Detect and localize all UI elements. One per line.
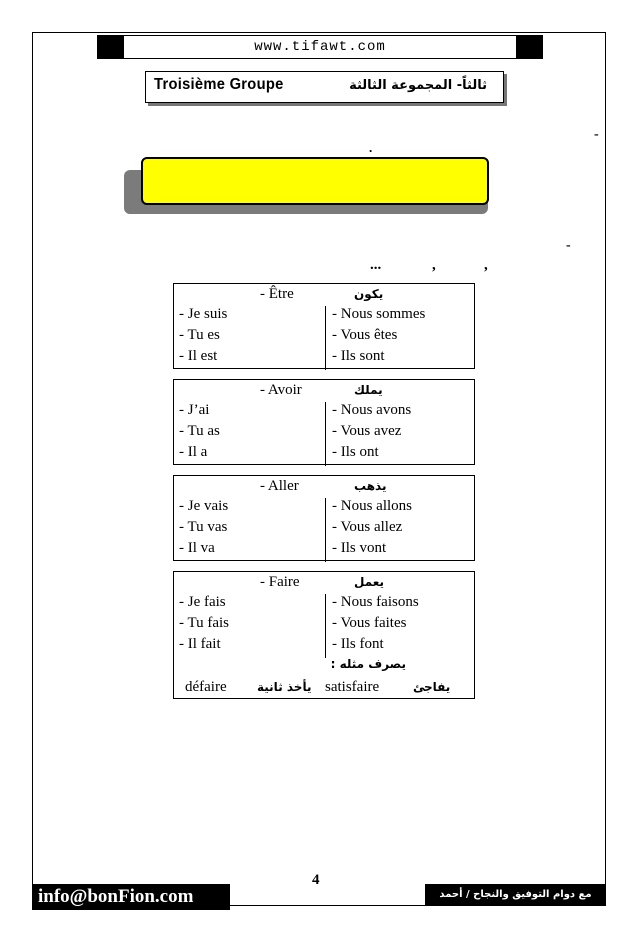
singular-form: - Je vais [179, 498, 229, 514]
plural-form: - Ils font [332, 636, 384, 652]
conjugation-table-etre [173, 283, 475, 369]
section-title-box [145, 71, 504, 103]
verb-arabic: يملك [354, 383, 383, 397]
bullet-dash: - [566, 238, 571, 253]
singular-form: - Il est [179, 348, 218, 364]
plural-form: - Vous allez [332, 519, 403, 535]
conjugation-table-avoir [173, 379, 475, 465]
verb-arabic: يذهب [354, 479, 387, 493]
comma-mark: , [484, 257, 488, 273]
period-mark: . [369, 140, 373, 155]
singular-form: - Tu fais [179, 615, 230, 631]
singular-form: - Il fait [179, 636, 221, 652]
singular-form: - Il a [179, 444, 208, 460]
verb-french: - Être [260, 286, 294, 302]
verb-french: - Faire [260, 574, 300, 590]
related-verb-french: satisfaire [325, 679, 380, 695]
related-verb-arabic: يأخذ ثانية [257, 680, 312, 694]
title-arabic: ثالثاً- المجموعة الثالثة [349, 78, 487, 93]
related-verb-arabic: يفاجئ [413, 680, 451, 694]
plural-form: - Vous avez [332, 423, 402, 439]
verb-french: - Aller [260, 478, 299, 494]
singular-form: - J’ai [179, 402, 210, 418]
title-french: Troisième Groupe [154, 76, 284, 93]
highlight-box [141, 157, 489, 205]
page-number: 4 [312, 872, 320, 888]
singular-form: - Tu vas [179, 519, 228, 535]
singular-form: - Il va [179, 540, 215, 556]
verb-french: - Avoir [260, 382, 302, 398]
plural-form: - Nous allons [332, 498, 412, 514]
ellipsis-mark: ... [370, 257, 382, 273]
bullet-dash: - [594, 127, 599, 142]
verb-arabic: يكون [354, 287, 384, 301]
site-url[interactable]: www.tifawt.com [124, 36, 516, 58]
plural-form: - Nous avons [332, 402, 412, 418]
plural-form: - Nous faisons [332, 594, 419, 610]
plural-form: - Ils ont [332, 444, 379, 460]
plural-form: - Ils vont [332, 540, 387, 556]
verb-arabic: يعمل [354, 575, 385, 589]
footer-credit: مع دوام التوفيق والنجاح / أحمد شلبي [425, 884, 606, 906]
conjugation-table-faire [173, 571, 475, 699]
singular-form: - Tu es [179, 327, 220, 343]
conjugation-table-aller [173, 475, 475, 561]
plural-form: - Vous êtes [332, 327, 398, 343]
plural-form: - Ils sont [332, 348, 385, 364]
related-verb-french: défaire [185, 679, 227, 695]
singular-form: - Je suis [179, 306, 228, 322]
singular-form: - Je fais [179, 594, 226, 610]
plural-form: - Vous faites [332, 615, 407, 631]
plural-form: - Nous sommes [332, 306, 426, 322]
comma-mark: , [432, 257, 436, 273]
footer-email[interactable]: info@bonFion.com [32, 884, 230, 910]
singular-form: - Tu as [179, 423, 220, 439]
same-conjugation-label: يصرف مثله : [330, 657, 406, 671]
